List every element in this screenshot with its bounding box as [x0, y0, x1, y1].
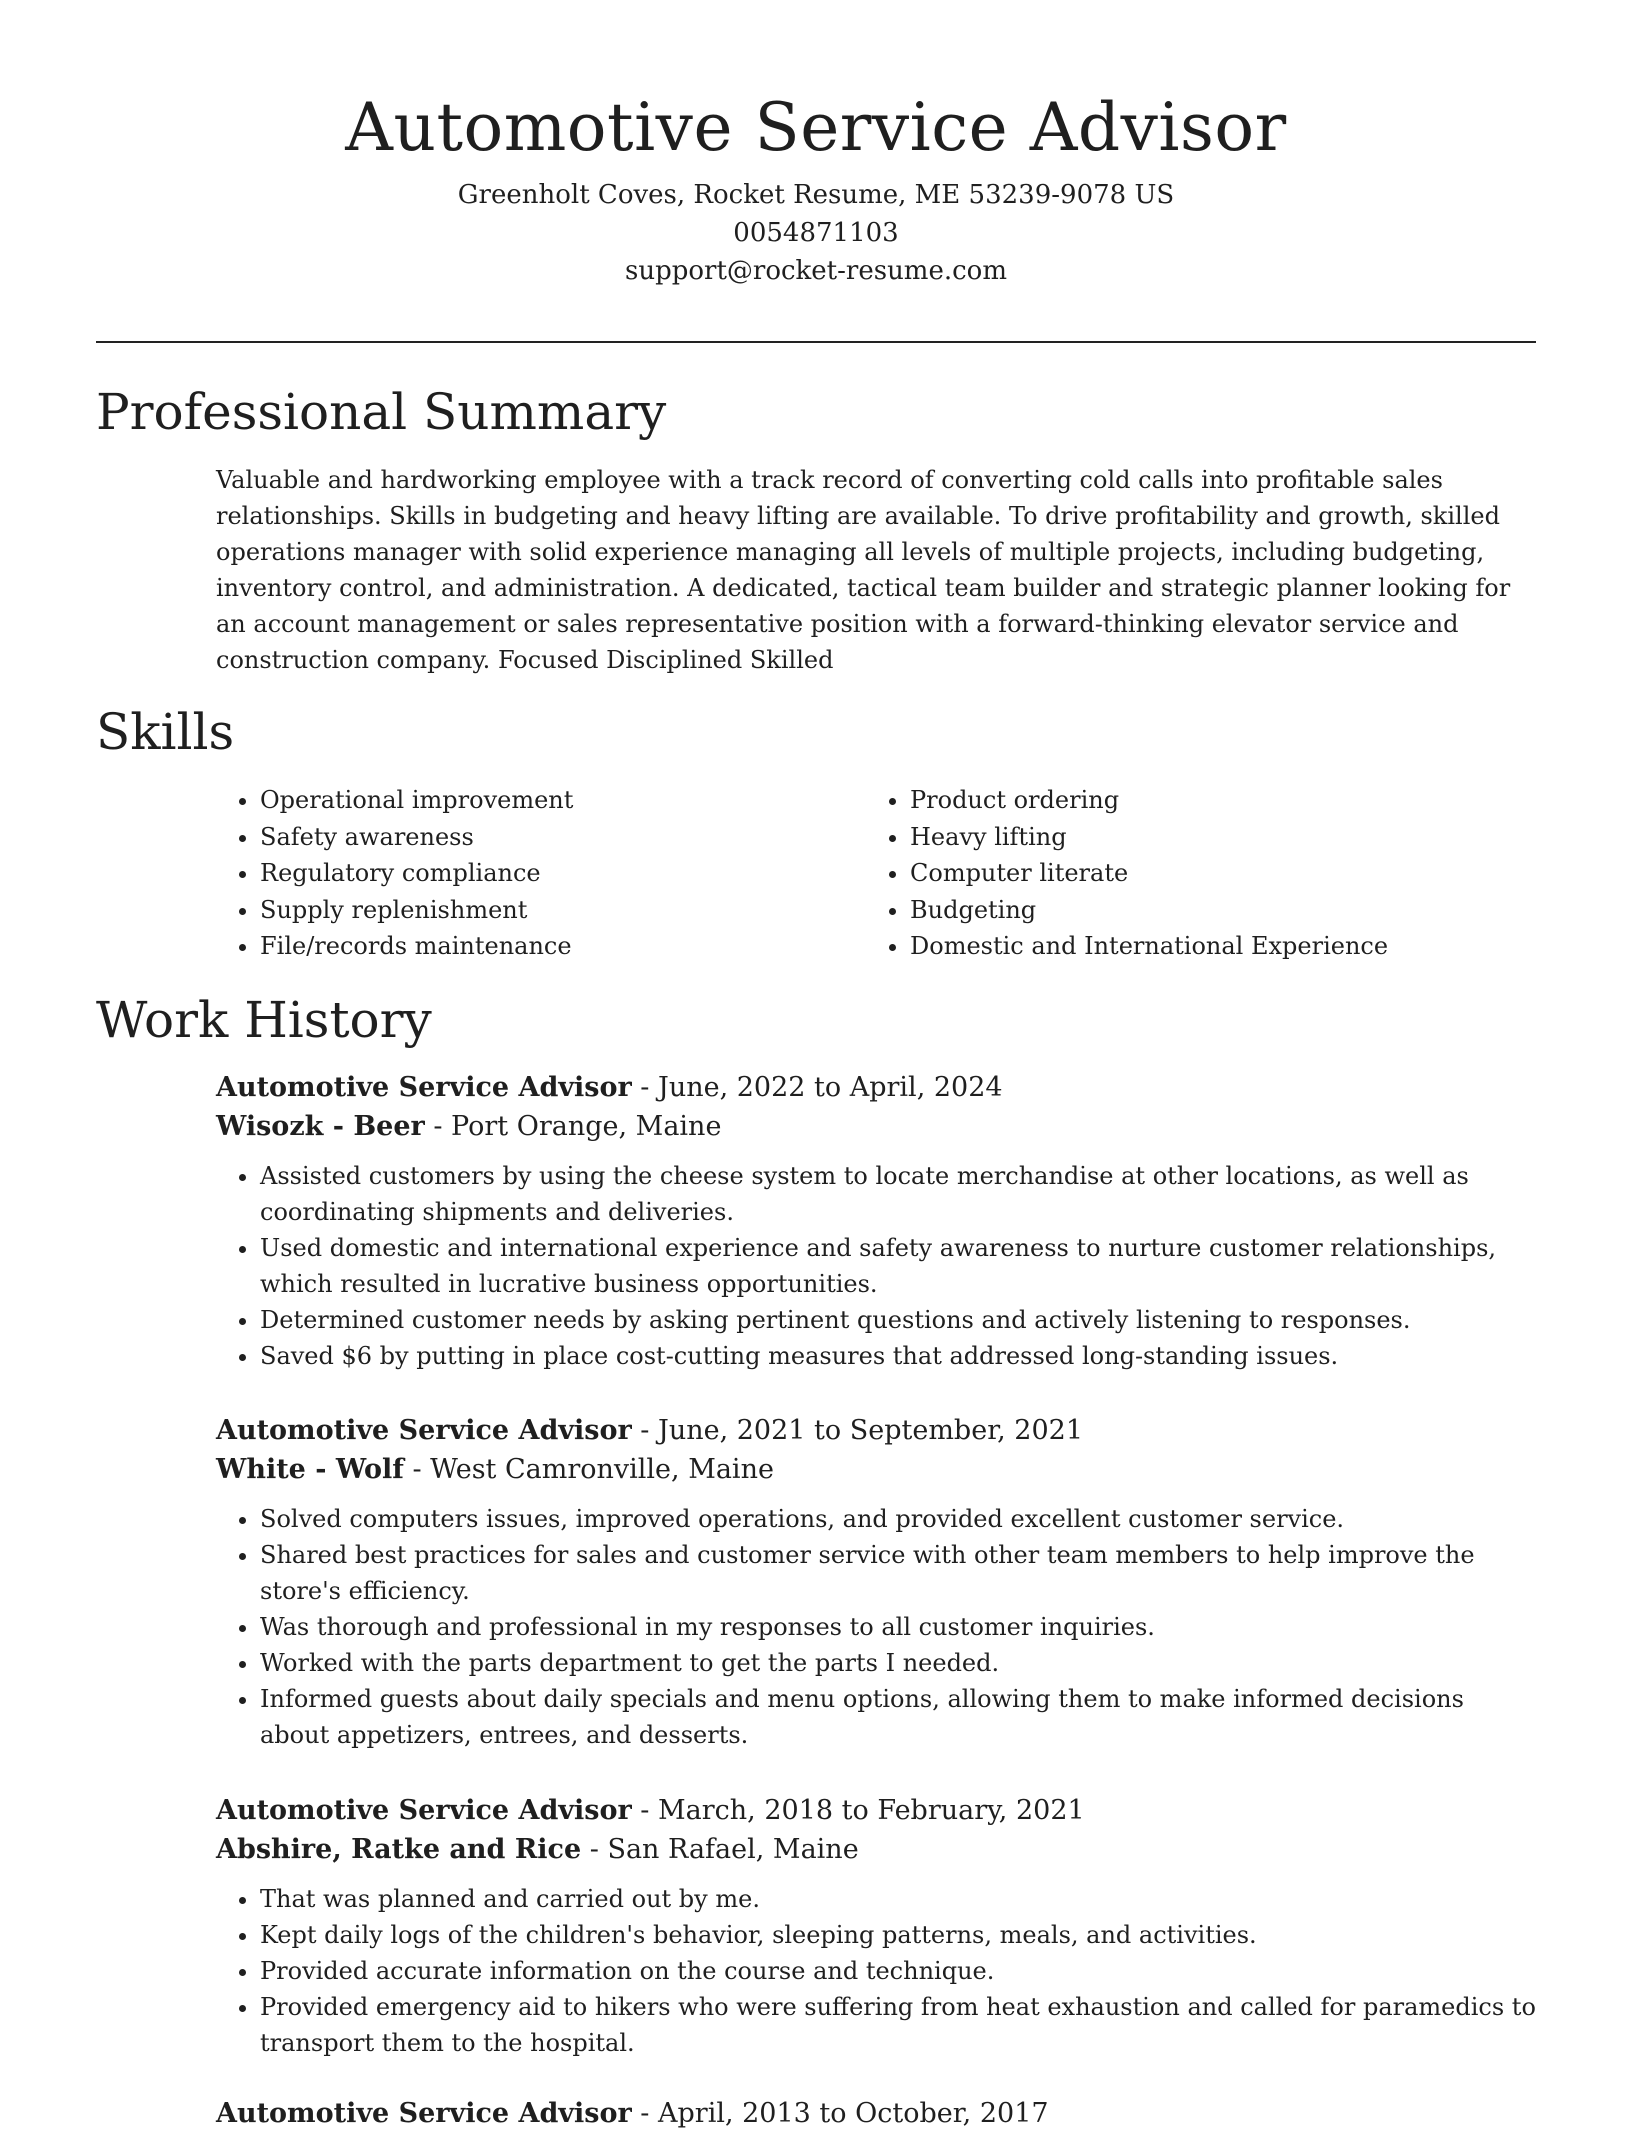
job-dates: - April, 2013 to October, 2017	[631, 2098, 1049, 2129]
work-history-heading: Work History	[96, 991, 432, 1049]
job-entry	[216, 2094, 1536, 2133]
job-title-line	[216, 2094, 1536, 2133]
job-title-line	[216, 1791, 1536, 1830]
job-role: Automotive Service Advisor	[216, 1415, 632, 1446]
job-location: - West Camronville, Maine	[403, 1454, 774, 1485]
job-bullet: • Used domestic and international experience and safety awareness to nurture customer relationships, which resulted in lucrative business opportunities.	[260, 1230, 1536, 1302]
job-company: Abshire, Ratke and Rice	[216, 1834, 582, 1865]
job-bullets	[216, 1501, 1536, 1753]
skills-list-right	[866, 782, 1570, 965]
summary-heading: Professional Summary	[96, 383, 667, 441]
job-bullet: • Solved computers issues, improved operations, and provided excellent customer service.	[260, 1501, 1536, 1537]
job-company: White - Wolf	[216, 1454, 404, 1485]
job-dates: - March, 2018 to February, 2021	[631, 1795, 1085, 1826]
job-company-line	[216, 1830, 1536, 1869]
email-address: support@rocket-resume.com	[624, 256, 1007, 286]
job-bullet: • Provided emergency aid to hikers who were suffering from heat exhaustion and called for paramedics to transport them to the hospital.	[260, 1989, 1536, 2061]
skill-item: • Product ordering	[910, 782, 1570, 819]
job-bullet: • Kept daily logs of the children's behavior, sleeping patterns, meals, and activities.	[260, 1917, 1536, 1953]
job-location: - San Rafael, Maine	[581, 1834, 859, 1865]
job-bullet: • Shared best practices for sales and customer service with other team members to help improve the store's efficiency.	[260, 1537, 1536, 1609]
job-bullets	[216, 1158, 1536, 1374]
job-dates: - June, 2021 to September, 2021	[631, 1415, 1084, 1446]
job-bullet: • That was planned and carried out by me.	[260, 1881, 1536, 1917]
job-entry	[216, 1068, 1536, 1374]
job-bullet: • Assisted customers by using the cheese system to locate merchandise at other locations, as well as coordinating shipments and deliveries.	[260, 1158, 1536, 1230]
job-company-line	[216, 1107, 1536, 1146]
phone-number: 0054871103	[733, 218, 899, 248]
job-location: - Port Orange, Maine	[424, 1111, 722, 1142]
job-role: Automotive Service Advisor	[216, 1072, 632, 1103]
job-bullet: • Determined customer needs by asking pertinent questions and actively listening to responses.	[260, 1302, 1536, 1338]
skill-item: • Heavy lifting	[910, 819, 1570, 856]
job-title-line	[216, 1411, 1536, 1450]
job-dates: - June, 2022 to April, 2024	[631, 1072, 1003, 1103]
candidate-name: Automotive Service Advisor	[345, 89, 1287, 166]
skill-item: • Operational improvement	[260, 782, 860, 819]
skill-item: • Safety awareness	[260, 819, 860, 856]
skill-item: • Domestic and International Experience	[910, 928, 1570, 965]
skills-heading: Skills	[96, 703, 235, 761]
job-bullet: • Provided accurate information on the course and technique.	[260, 1953, 1536, 1989]
skill-item: • Regulatory compliance	[260, 855, 860, 892]
resume-header	[96, 84, 1536, 290]
job-company: Wisozk - Beer	[216, 1111, 425, 1142]
job-bullet: • Was thorough and professional in my responses to all customer inquiries.	[260, 1609, 1536, 1645]
job-bullets	[216, 1881, 1536, 2061]
job-title-line	[216, 1068, 1536, 1107]
job-entry	[216, 1411, 1536, 1753]
job-role: Automotive Service Advisor	[216, 1795, 632, 1826]
job-company-line	[216, 1450, 1536, 1489]
skill-item: • Budgeting	[910, 892, 1570, 929]
address: Greenholt Coves, Rocket Resume, ME 53239-9078 US	[457, 180, 1175, 210]
header-divider	[96, 341, 1536, 343]
job-entry	[216, 1791, 1536, 2061]
job-role: Automotive Service Advisor	[216, 2098, 632, 2129]
job-bullet: • Saved $6 by putting in place cost-cutting measures that addressed long-standing issues.	[260, 1338, 1536, 1374]
job-bullet: • Informed guests about daily specials and menu options, allowing them to make informed decisions about appetizers, entrees, and desserts.	[260, 1681, 1536, 1753]
skills-list-left	[216, 782, 860, 965]
skill-item: • File/records maintenance	[260, 928, 860, 965]
summary-text: Valuable and hardworking employee with a track record of converting cold calls into profitable sales relationships. Skills in budgeting and heavy lifting are available. To drive profitability and growth, skilled operations manager with solid experience managing all levels of multiple projects, including budgeting, inventory control, and administration. A dedicated, tactical team builder and strategic planner looking for an account management or sales representative position with a forward-thinking elevator service and construction company. Focused Disciplined Skilled	[216, 466, 1511, 674]
job-bullet: • Worked with the parts department to get the parts I needed.	[260, 1645, 1536, 1681]
skill-item: • Supply replenishment	[260, 892, 860, 929]
skill-item: • Computer literate	[910, 855, 1570, 892]
